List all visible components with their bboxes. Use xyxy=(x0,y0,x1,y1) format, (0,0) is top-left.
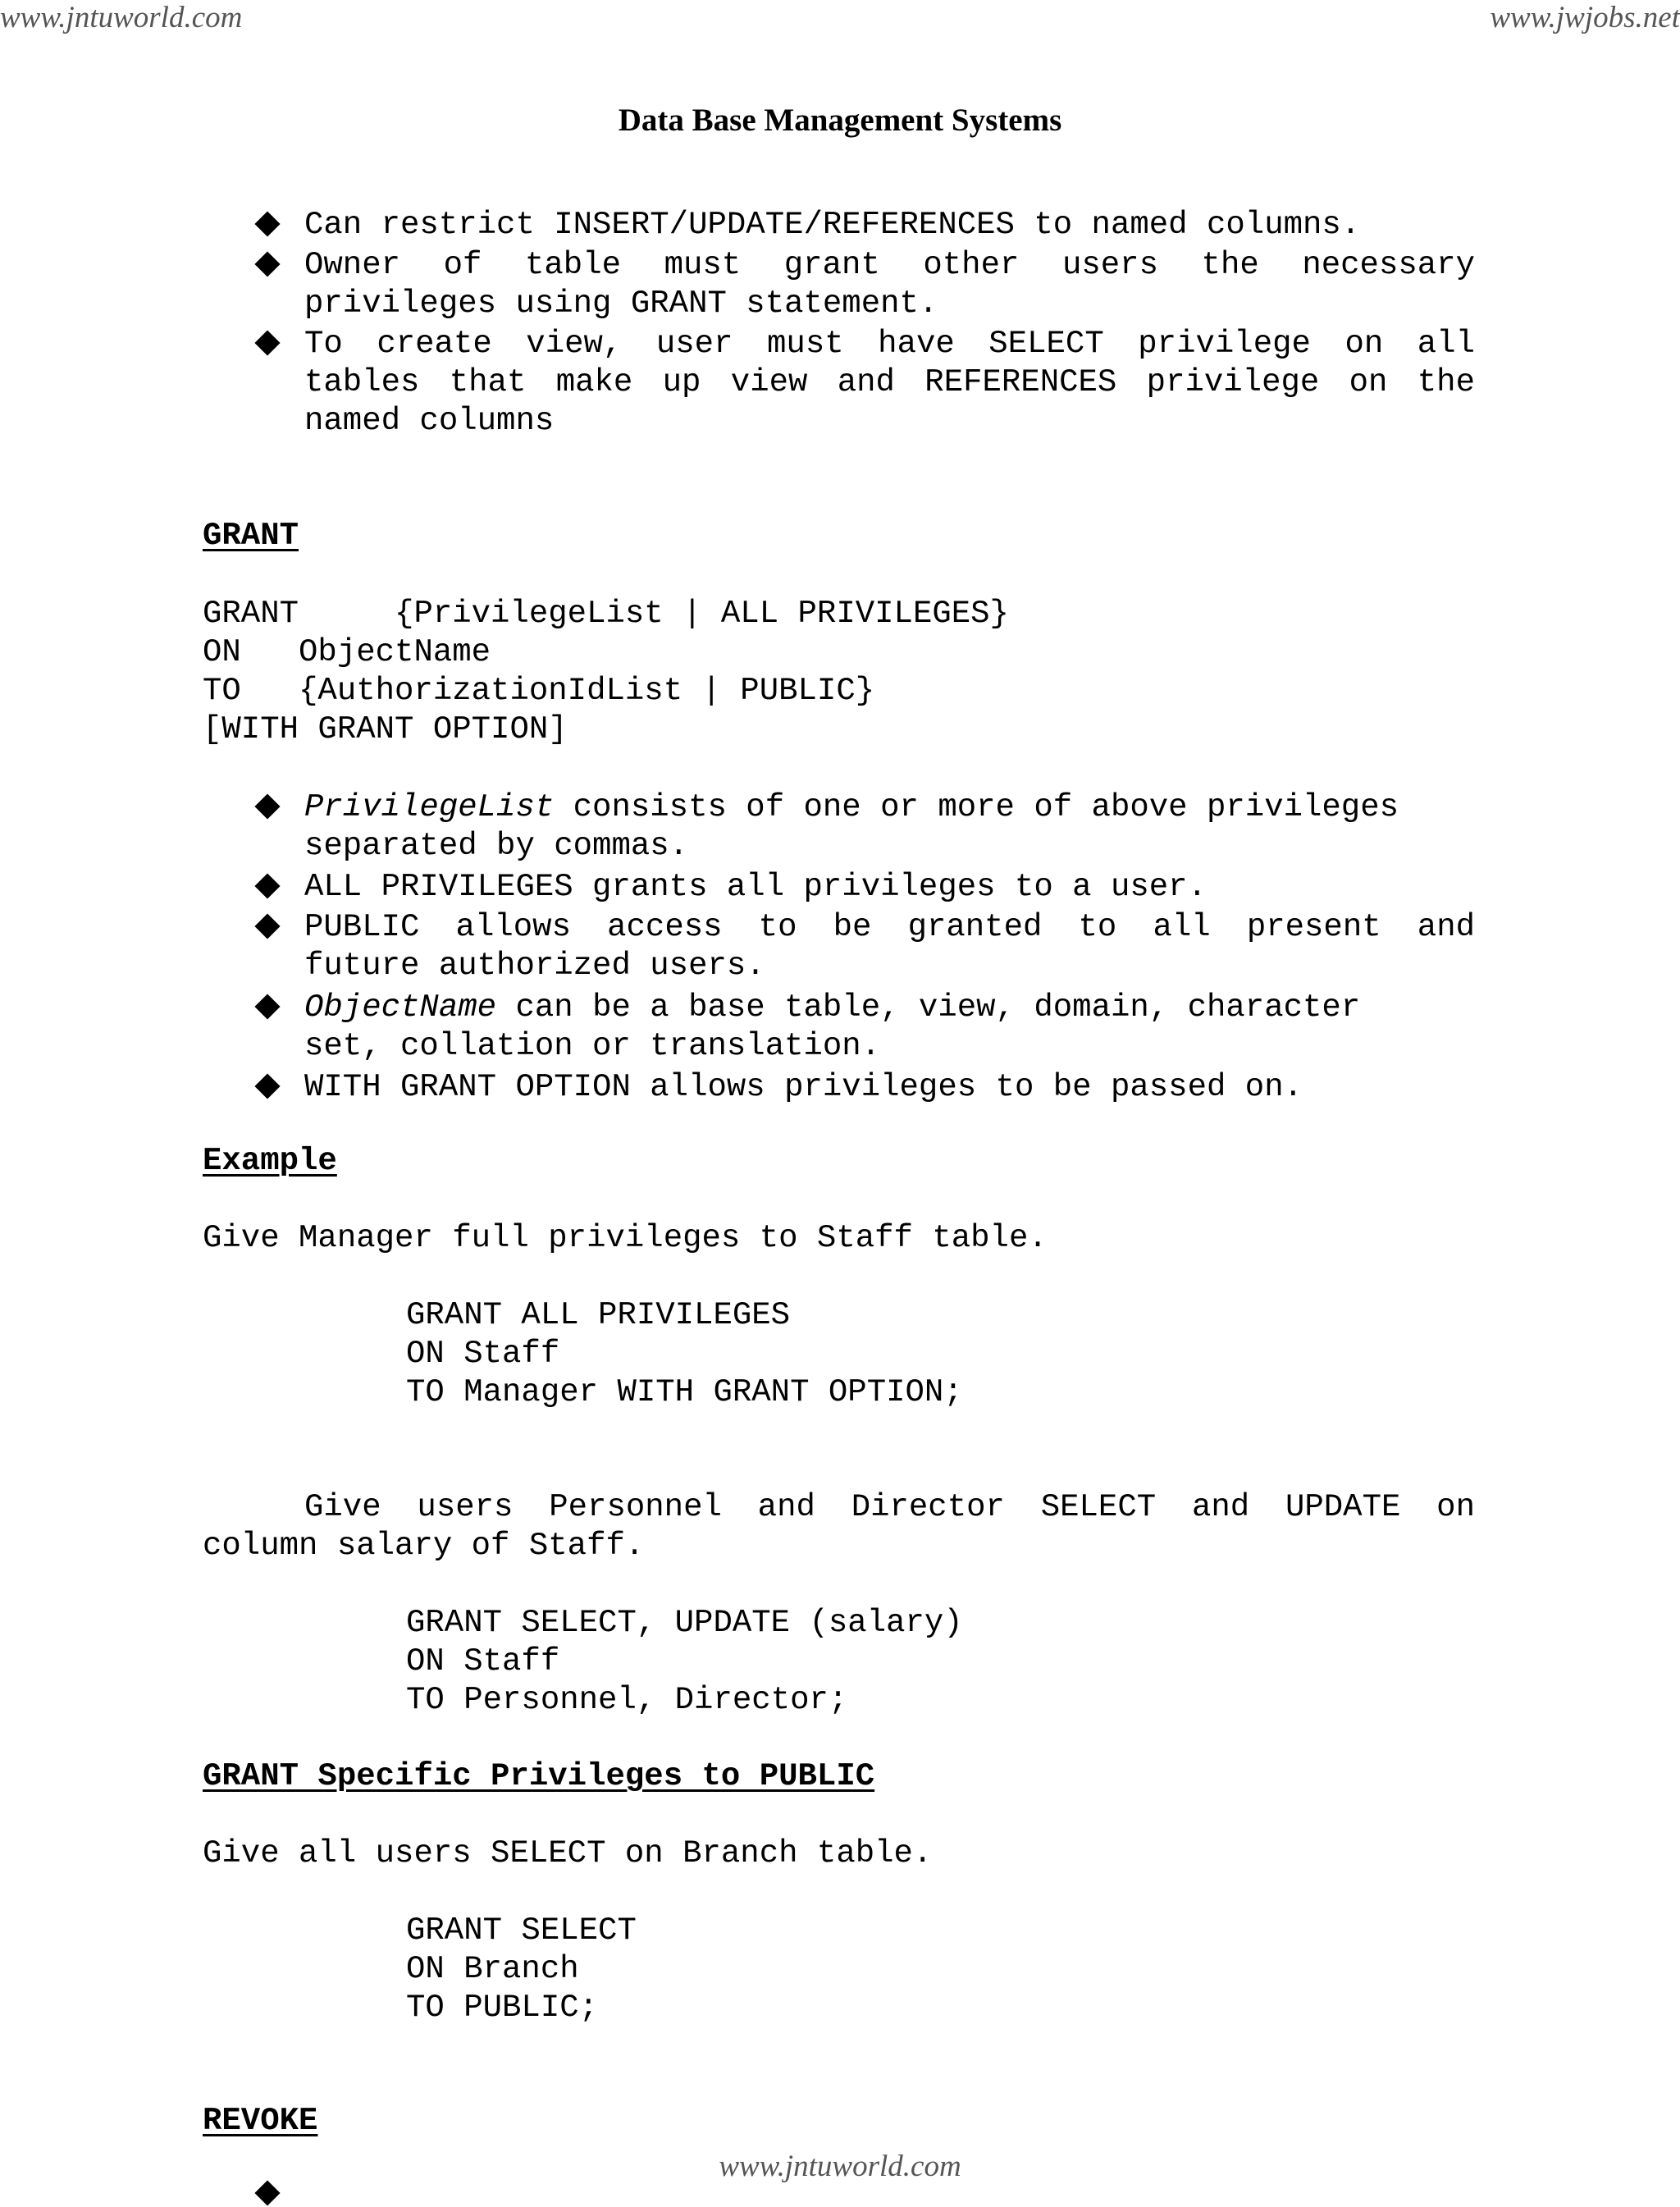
example-paragraph-2-line-2: column salary of Staff. xyxy=(203,1528,645,1564)
privilegelist-term: PrivilegeList xyxy=(304,789,555,825)
grant-bullet-3-line-1: PUBLIC allows access to be granted to all present and xyxy=(304,909,1475,945)
bullet-diamond-icon xyxy=(253,993,281,1021)
page-title: Data Base Management Systems xyxy=(618,103,1062,138)
grant-syntax-line-2: ON ObjectName xyxy=(203,634,491,670)
code3-line-2: ON Branch xyxy=(406,1951,579,1987)
code1-line-2: ON Staff xyxy=(406,1336,560,1372)
grant-bullet-5: WITH GRANT OPTION allows privileges to be passed on. xyxy=(304,1069,1303,1105)
example-paragraph-2-line-1: Give users Personnel and Director SELECT and UPDATE on xyxy=(304,1489,1475,1525)
bullet-diamond-icon xyxy=(253,250,281,278)
header-right-url: www.jwjobs.net xyxy=(1490,1,1680,34)
grant-bullet-1-text: consists of one or more of above privileges xyxy=(554,789,1399,825)
intro-bullet-1: Can restrict INSERT/UPDATE/REFERENCES to named columns. xyxy=(304,207,1361,243)
grant-syntax-line-1: GRANT {PrivilegeList | ALL PRIVILEGES} xyxy=(203,596,1009,632)
bullet-diamond-icon xyxy=(253,1072,281,1100)
bullet-diamond-icon xyxy=(253,329,281,357)
code2-line-2: ON Staff xyxy=(406,1643,560,1679)
bullet-diamond-icon xyxy=(253,872,281,900)
grant-syntax-line-4: [WITH GRANT OPTION] xyxy=(203,711,568,747)
grant-bullet-4-line-1 xyxy=(304,989,1360,1027)
grant-bullet-4-text: can be a base table, view, domain, character xyxy=(496,989,1361,1026)
intro-bullet-3-line-3: named columns xyxy=(304,403,555,439)
code3-line-3: TO PUBLIC; xyxy=(406,1990,599,2026)
intro-bullet-2-line-2: privileges using GRANT statement. xyxy=(304,286,938,322)
header-left-url: www.jntuworld.com xyxy=(0,1,243,34)
bullet-diamond-icon xyxy=(253,210,281,238)
code3-line-1: GRANT SELECT xyxy=(406,1912,637,1949)
bullet-diamond-icon xyxy=(253,912,281,940)
grant-syntax-line-3: TO {AuthorizationIdList | PUBLIC} xyxy=(203,673,875,709)
intro-bullet-3-line-2: tables that make up view and REFERENCES privilege on the xyxy=(304,364,1475,400)
section-heading-grant: GRANT xyxy=(203,518,299,554)
code1-line-1: GRANT ALL PRIVILEGES xyxy=(406,1297,791,1333)
code1-line-3: TO Manager WITH GRANT OPTION; xyxy=(406,1374,963,1410)
grant-bullet-4-line-2: set, collation or translation. xyxy=(304,1028,881,1064)
code2-line-1: GRANT SELECT, UPDATE (salary) xyxy=(406,1605,963,1641)
intro-bullet-2-line-1: Owner of table must grant other users the necessary xyxy=(304,247,1475,283)
section-heading-revoke: REVOKE xyxy=(203,2103,318,2139)
grant-bullet-1-line-1 xyxy=(304,788,1399,827)
grant-bullet-2: ALL PRIVILEGES grants all privileges to a user. xyxy=(304,869,1207,905)
grant-bullet-3-line-2: future authorized users. xyxy=(304,948,765,984)
bullet-diamond-icon xyxy=(253,793,281,820)
public-paragraph: Give all users SELECT on Branch table. xyxy=(203,1835,933,1871)
example-paragraph-1: Give Manager full privileges to Staff table. xyxy=(203,1220,1048,1256)
intro-bullet-3-line-1: To create view, user must have SELECT privilege on all xyxy=(304,326,1475,362)
section-heading-example: Example xyxy=(203,1143,337,1179)
code2-line-3: TO Personnel, Director; xyxy=(406,1682,848,1718)
footer-url: www.jntuworld.com xyxy=(719,2150,961,2183)
grant-bullet-1-line-2: separated by commas. xyxy=(304,828,689,864)
section-heading-grant-public: GRANT Specific Privileges to PUBLIC xyxy=(203,1758,875,1794)
objectname-term: ObjectName xyxy=(304,989,497,1026)
